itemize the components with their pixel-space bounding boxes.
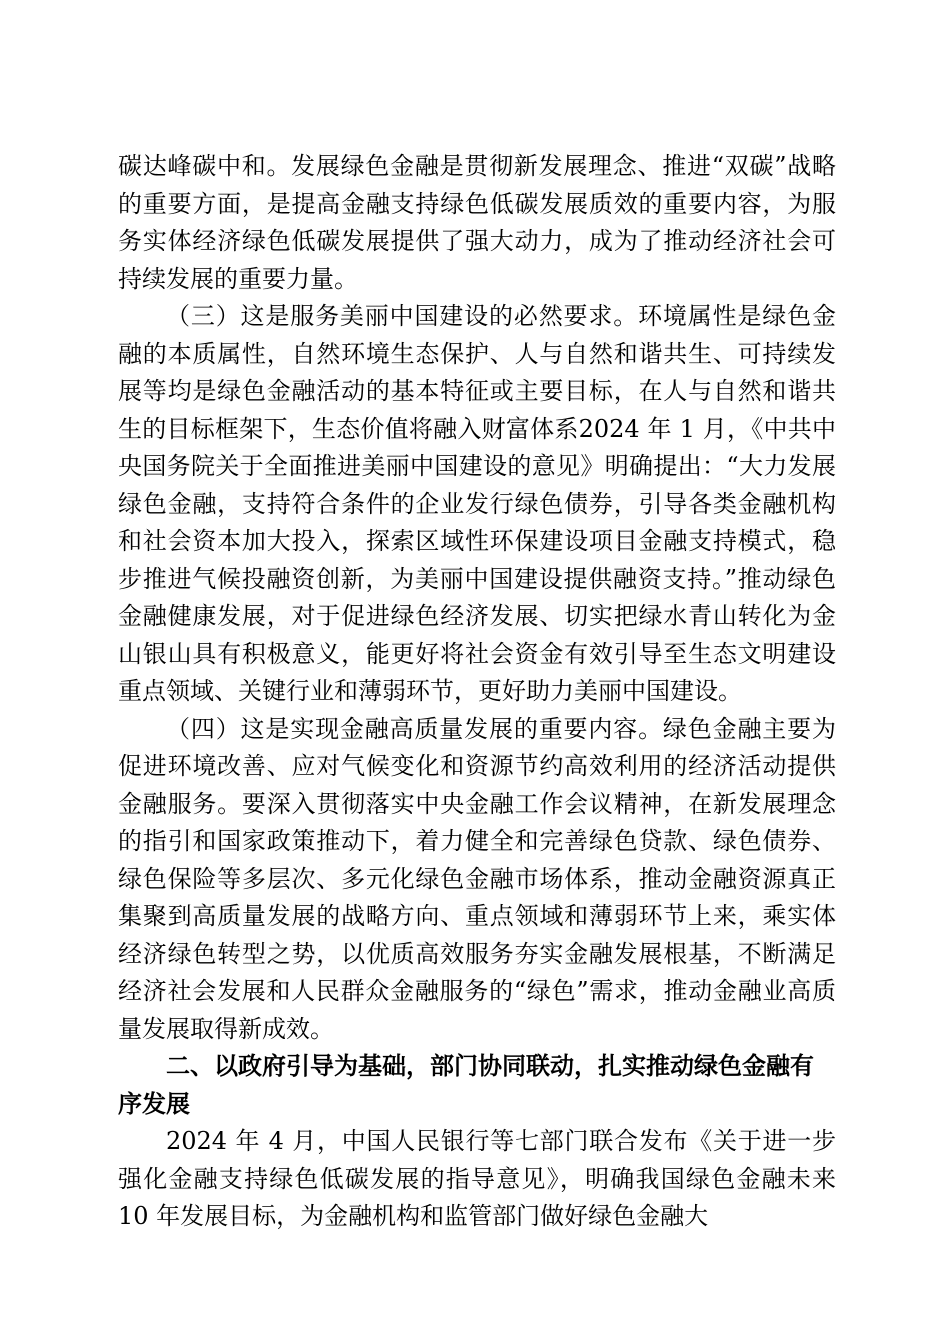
paragraph-section-two-body: 2024 年 4 月，中国人民银行等七部门联合发布《关于进一步强化金融支持绿色低碳发展的指导意见》，明确我国绿色金融未来 10 年发展目标，为金融机构和监管部门做好绿色金融大 [118,1127,836,1230]
section-heading-two: 二、以政府引导为基础，部门协同联动，扎实推动绿色金融有序发展 [118,1052,814,1118]
paragraph-intro-continuation: 碳达峰碳中和。发展绿色金融是贯彻新发展理念、推进“双碳”战略的重要方面，是提高金融支持绿色低碳发展质效的重要内容，为服务实体经济绿色低碳发展提供了强大动力，成为了推动经济社会可持续发展的重要力量。 [118,152,836,293]
paragraph-section-four: （四）这是实现金融高质量发展的重要内容。绿色金融主要为促进环境改善、应对气候变化和资源节约高效利用的经济活动提供金融服务。要深入贯彻落实中央金融工作会议精神，在新发展理念的指引和国家政策推动下，着力健全和完善绿色贷款、绿色债券、绿色保险等多层次、多元化绿色金融市场体系，推动金融资源真正集聚到高质量发展的战略方向、重点领域和薄弱环节上来，乘实体经济绿色转型之势，以优质高效服务夯实金融发展根基，不断满足经济社会发展和人民群众金融服务的“绿色”需求，推动金融业高质量发展取得新成效。 [118,714,836,1043]
paragraph-section-three: （三）这是服务美丽中国建设的必然要求。环境属性是绿色金融的本质属性，自然环境生态保护、人与自然和谐共生、可持续发展等均是绿色金融活动的基本特征或主要目标，在人与自然和谐共生的目标框架下，生态价值将融入财富体系2024 年 1 月，《中共中央国务院关于全面推进美丽中国建设的意见》明确提出：“大力发展绿色金融，支持符合条件的企业发行绿色债券，引导各类金融机构和社会资本加大投入，探索区域性环保建设项目金融支持模式，稳步推进气候投融资创新，为美丽中国建设提供融资支持。”推动绿色金融健康发展，对于促进绿色经济发展、切实把绿水青山转化为金山银山具有积极意义，能更好将社会资金有效引导至生态文明建设重点领域、关键行业和薄弱环节，更好助力美丽中国建设。 [118,302,836,705]
document-body [118,148,836,1236]
